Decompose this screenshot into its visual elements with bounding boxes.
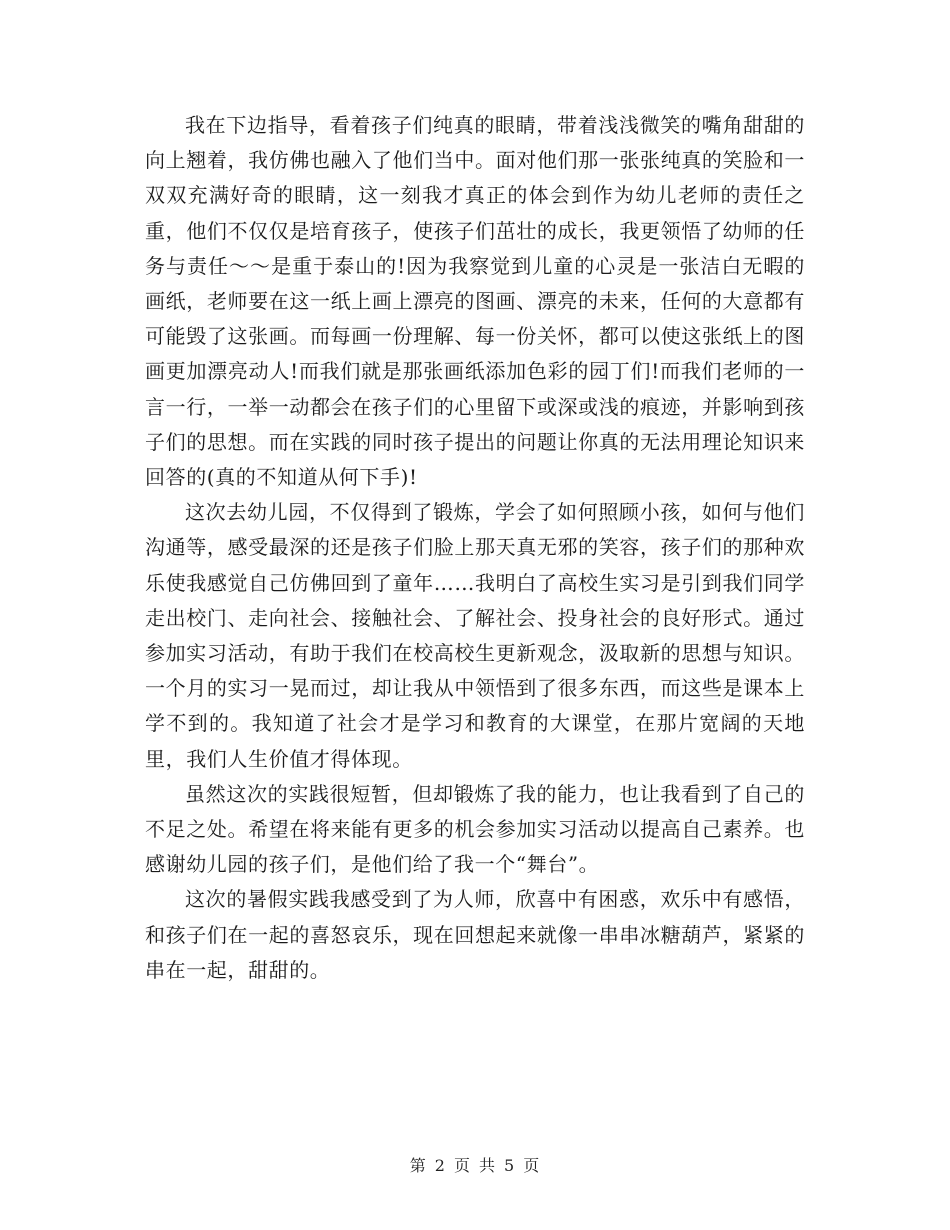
paragraph-1: 我在下边指导，看着孩子们纯真的眼睛，带着浅浅微笑的嘴角甜甜的向上翘着，我仿佛也融入了他们当中。面对他们那一张张纯真的笑脸和一双双充满好奇的眼睛，这一刻我才真正的体会到作为幼儿老师的责任之重，他们不仅仅是培育孩子，使孩子们茁壮的成长，我更领悟了幼师的任务与责任～～是重于泰山的!因为我察觉到儿童的心灵是一张洁白无暇的画纸，老师要在这一纸上画上漂亮的图画、漂亮的未来，任何的大意都有可能毁了这张画。而每画一份理解、每一份关怀，都可以使这张纸上的图画更加漂亮动人!而我们就是那张画纸添加色彩的园丁们!而我们老师的一言一行，一举一动都会在孩子们的心里留下或深或浅的痕迹，并影响到孩子们的思想。而在实践的同时孩子提出的问题让你真的无法用理论知识来回答的(真的不知道从何下手)! <box>145 113 805 490</box>
footer-total-word: 共 <box>479 1156 497 1175</box>
footer-prefix: 第 <box>409 1156 427 1175</box>
document-body <box>145 108 805 988</box>
paragraph-3: 虽然这次的实践很短暂，但却锻炼了我的能力，也让我看到了自己的不足之处。希望在将来能有更多的机会参加实习活动以提高自己素养。也感谢幼儿园的孩子们，是他们给了我一个“舞台”。 <box>145 781 805 877</box>
page-footer <box>0 1153 950 1176</box>
footer-page-word: 页 <box>453 1156 471 1175</box>
paragraph-4: 这次的暑假实践我感受到了为人师，欣喜中有困惑，欢乐中有感悟，和孩子们在一起的喜怒哀乐，现在回想起来就像一串串冰糖葫芦，紧紧的串在一起，甜甜的。 <box>145 887 805 982</box>
footer-current-page: 2 <box>434 1156 446 1175</box>
footer-total-pages: 5 <box>504 1156 516 1175</box>
footer-suffix: 页 <box>523 1156 541 1175</box>
paragraph-2: 这次去幼儿园，不仅得到了锻炼，学会了如何照顾小孩，如何与他们沟通等，感受最深的还是孩子们脸上那天真无邪的笑容，孩子们的那种欢乐使我感觉自己仿佛回到了童年……我明白了高校生实习是引到我们同学走出校门、走向社会、接触社会、了解社会、投身社会的良好形式。通过参加实习活动，有助于我们在校高校生更新观念，汲取新的思想与知识。一个月的实习一晃而过，却让我从中领悟到了很多东西，而这些是课本上学不到的。我知道了社会才是学习和教育的大课堂，在那片宽阔的天地里，我们人生价值才得体现。 <box>145 500 805 771</box>
